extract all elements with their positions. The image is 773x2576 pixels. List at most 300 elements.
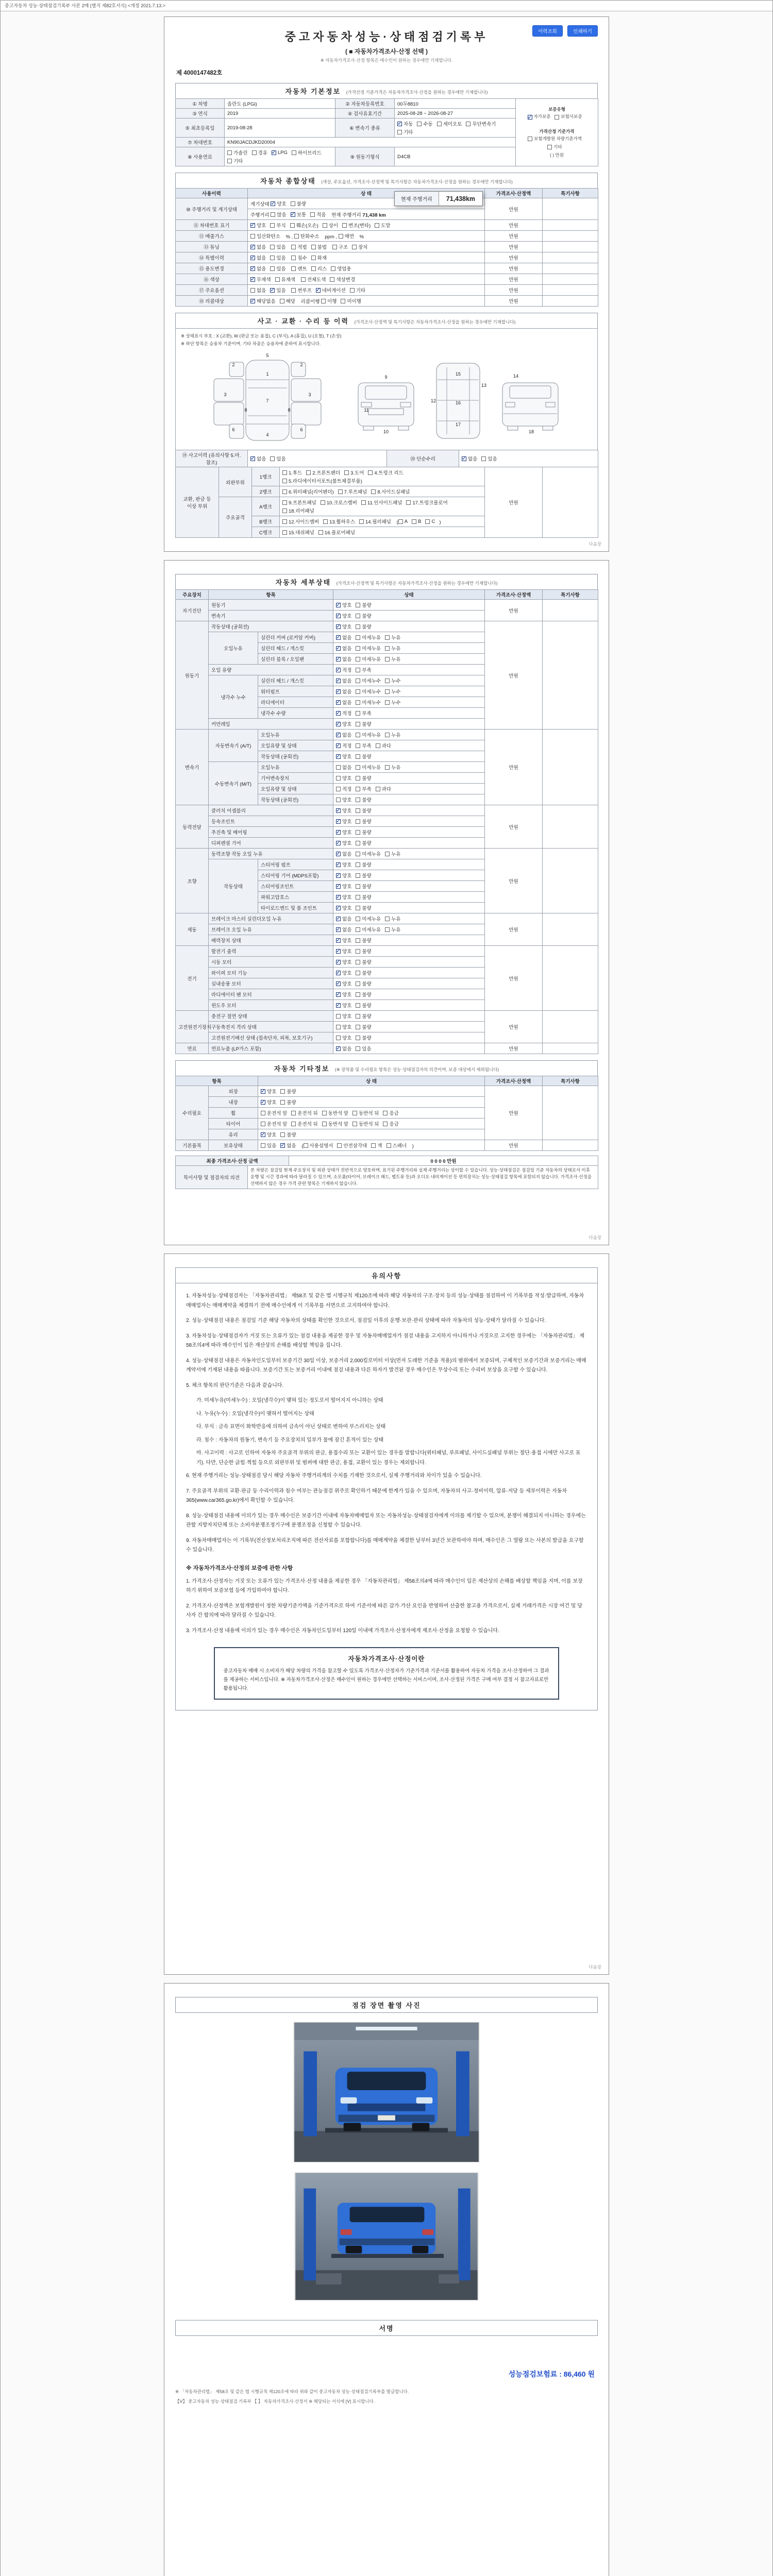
- history-lookup-button[interactable]: 이력조회: [532, 25, 563, 37]
- checkbox-icon: [359, 519, 364, 524]
- model-year-value: [225, 109, 335, 118]
- checkbox-option: [356, 612, 371, 619]
- checkbox-label: 탄화수소: [300, 234, 320, 240]
- cell: [333, 881, 485, 892]
- checkbox-option: [356, 742, 371, 749]
- checkbox-option: [385, 926, 400, 933]
- cell: [333, 751, 485, 762]
- checkbox-option: [282, 499, 316, 506]
- price-cell: 만원: [509, 1025, 518, 1030]
- checkbox-icon: [282, 479, 287, 483]
- price-cell: [485, 252, 543, 263]
- checkbox-label: 불법: [317, 245, 327, 250]
- cell: [280, 527, 485, 538]
- cell: [333, 838, 485, 849]
- checkbox-icon: [385, 635, 390, 640]
- text: 디퍼렌셜 기어: [211, 841, 241, 846]
- price-cell: 만원: [509, 266, 518, 272]
- cell: [209, 1032, 333, 1043]
- checkbox-option: [270, 222, 285, 229]
- checkbox-option: [291, 243, 307, 250]
- cell: [333, 816, 485, 827]
- checkbox-label: 무채색: [257, 277, 271, 283]
- text: (: [395, 519, 398, 526]
- checkbox-icon: [270, 456, 275, 461]
- note-cell: [543, 274, 598, 285]
- cell: [176, 285, 248, 296]
- checkbox-icon: [356, 938, 360, 943]
- text: 계기상태: [250, 201, 271, 208]
- checkbox-checked-icon: [336, 884, 341, 889]
- cell: [258, 740, 333, 751]
- checkbox-label: 불량: [362, 1025, 372, 1030]
- checkbox-icon: [321, 500, 325, 505]
- checkbox-option: [227, 149, 248, 156]
- checkbox-label: 리스: [317, 266, 327, 272]
- section-misc-title: 자동차 기타정보: [274, 1065, 330, 1073]
- checkbox-icon: [385, 852, 390, 856]
- checkbox-label: 장치: [358, 245, 368, 250]
- checkbox-option: [356, 623, 371, 630]
- checkbox-label: 수동: [423, 122, 433, 127]
- checkbox-label: 18.리어패널: [289, 509, 314, 514]
- checkbox-option: [356, 753, 371, 760]
- text: 자기진단: [182, 608, 201, 614]
- checkbox-icon: [385, 646, 390, 651]
- checkbox-checked-icon: [336, 679, 341, 683]
- price-cell: [485, 285, 543, 296]
- cell: [333, 946, 485, 957]
- cell: [333, 762, 485, 773]
- checkbox-icon: [356, 884, 360, 889]
- checkbox-option: [356, 601, 371, 608]
- checkbox-option: [336, 937, 351, 944]
- checkbox-option: [356, 1034, 371, 1041]
- checkbox-checked-icon: [336, 657, 341, 662]
- notice-item: 1. 가격조사·산정자는 거짓 또는 오류가 있는 가격조사·산정 내용을 제공한 경우 「자동차관리법」 제58조의4에 따라 매수인이 입은 재산상의 손해를 배상할 책임을 지며, 이를 보장하기 위하여 보증보험 등에 가입하여야 합니다.: [186, 1578, 583, 1594]
- checkbox-checked-icon: [336, 808, 341, 813]
- checkbox-label: 없음: [257, 256, 266, 261]
- text: 주행거리: [250, 212, 271, 218]
- checkbox-label: 기타: [356, 288, 366, 294]
- checkbox-option: [383, 1109, 398, 1116]
- checkbox-icon: [301, 277, 306, 282]
- cell: [333, 859, 485, 870]
- text: 주요장치: [182, 592, 201, 598]
- checkbox-label: 4.트렁크 리드: [374, 470, 404, 476]
- checkbox-option: [291, 211, 306, 218]
- checkbox-label: 양호: [342, 722, 352, 727]
- text: 특이사항 및 점검자의 의견: [183, 1175, 240, 1181]
- price-cell: [485, 913, 543, 946]
- checkbox-option: [336, 764, 351, 771]
- cell: [258, 686, 333, 697]
- checkbox-option: [336, 850, 351, 857]
- diagram-part-number: 17: [455, 422, 461, 427]
- checkbox-icon: [282, 489, 287, 494]
- checkbox-option: [250, 222, 266, 229]
- checkbox-icon: [336, 765, 341, 770]
- checkbox-icon: [437, 122, 442, 126]
- text: ppm ,: [323, 234, 339, 240]
- checkbox-icon: [385, 679, 390, 683]
- cell: [333, 913, 485, 924]
- checkbox-label: 적정: [342, 711, 352, 717]
- cell: [176, 109, 225, 118]
- text: 클러치 어셈블리: [211, 808, 246, 814]
- checkbox-checked-icon: [261, 1100, 265, 1105]
- cell: [176, 1011, 212, 1043]
- checkbox-option: [481, 455, 497, 462]
- checkbox-icon: [547, 145, 552, 149]
- checkbox-label: 구조: [338, 245, 348, 250]
- checkbox-option: [336, 861, 351, 868]
- checkbox-icon: [337, 1143, 342, 1148]
- text: 항목: [266, 592, 276, 598]
- price-cell: [485, 220, 543, 231]
- cell: [258, 903, 333, 913]
- cell: [333, 870, 485, 881]
- checkbox-option: [356, 807, 371, 814]
- overall-condition-table: [175, 188, 598, 307]
- checkbox-label: 동반석 뒤: [359, 1111, 379, 1116]
- diagram-part-number: 1: [266, 371, 269, 377]
- checkbox-icon: [310, 212, 315, 217]
- checkbox-option: [227, 157, 243, 164]
- note-cell: [543, 242, 598, 252]
- checkbox-option: [385, 764, 400, 771]
- checkbox-option: [290, 222, 318, 229]
- cell: [258, 675, 333, 686]
- price-cell: 만원: [509, 765, 518, 771]
- basic-info-table: [175, 98, 598, 166]
- cell: [258, 1076, 485, 1086]
- checkbox-label: 보험개발원 차량기준가액: [534, 136, 582, 142]
- checkbox-icon: [352, 1122, 357, 1126]
- price-cell: 만원: [509, 207, 518, 213]
- checkbox-option: [321, 499, 357, 506]
- checkbox-checked-icon: [336, 841, 341, 845]
- text: 고전원전기장치: [178, 1025, 212, 1030]
- checkbox-option: [356, 655, 381, 663]
- checkbox-label: 양호: [342, 960, 352, 965]
- checkbox-option: [336, 872, 351, 879]
- checkbox-icon: [282, 500, 287, 505]
- checkbox-label: 해당: [285, 299, 296, 304]
- text: ): [439, 519, 441, 526]
- checkbox-label: 부족: [362, 743, 372, 749]
- checkbox-checked-icon: [336, 981, 341, 986]
- checkbox-label: 양호: [342, 1036, 352, 1041]
- checkbox-checked-icon: [336, 927, 341, 932]
- text: ⑨ 원동기형식: [350, 155, 380, 160]
- text: 가격조사·산정액: [496, 1079, 531, 1084]
- text: ⑥ 변속기 종류: [349, 126, 380, 131]
- checkbox-option: [316, 286, 346, 294]
- checkbox-label: 불량: [362, 906, 372, 911]
- checkbox-checked-icon: [316, 288, 321, 293]
- checkbox-label: 불량: [362, 819, 372, 825]
- document: [164, 16, 609, 2576]
- checkbox-label: 불량: [362, 992, 372, 998]
- checkbox-label: 양호: [342, 873, 352, 879]
- checkbox-icon: [385, 689, 390, 694]
- text: 워터펌프: [261, 689, 280, 695]
- page-3: [164, 1253, 609, 1975]
- checkbox-option: [336, 645, 351, 652]
- checkbox-option: [336, 753, 351, 760]
- text: ③ 연식: [192, 111, 208, 117]
- diagram-part-number: 7: [266, 398, 269, 403]
- checkbox-checked-icon: [336, 938, 341, 943]
- checkbox-label: 없음: [342, 852, 352, 857]
- cell: [333, 621, 485, 632]
- checkbox-icon: [311, 245, 316, 249]
- checkbox-label: 누유: [391, 657, 401, 663]
- checkbox-option: [294, 232, 320, 240]
- checkbox-option: [336, 839, 351, 846]
- page-4: [164, 1983, 609, 2576]
- checkbox-icon: [291, 1111, 296, 1115]
- mileage-tooltip-label: 현재 주행거리: [395, 192, 439, 206]
- text: ⑰ 주요옵션: [199, 288, 224, 294]
- checkbox-option: [462, 455, 477, 462]
- checkbox-option: [322, 1109, 348, 1116]
- checkbox-label: 자동: [404, 122, 413, 127]
- checkbox-option: [356, 709, 371, 717]
- cell: [176, 189, 248, 198]
- text: C랭크: [259, 530, 273, 536]
- text: 주요골격: [226, 515, 245, 521]
- checkbox-label: 누유: [391, 646, 401, 652]
- text: 브레이크 오일 누유: [211, 927, 252, 933]
- text: 상 태: [366, 1079, 377, 1084]
- checkbox-icon: [282, 519, 287, 524]
- checkbox-option: [336, 980, 351, 987]
- checkbox-option: [291, 254, 307, 261]
- cell: [252, 486, 280, 497]
- checkbox-checked-icon: [336, 873, 341, 878]
- checkbox-label: 없음: [257, 266, 266, 272]
- checkbox-icon: [322, 1111, 327, 1115]
- diagram-part-number: 15: [455, 371, 461, 377]
- price-cell: [485, 621, 543, 730]
- text: 원동기: [184, 673, 199, 679]
- checkbox-label: 15.대쉬패널: [289, 530, 314, 536]
- cell: [333, 827, 485, 838]
- text: 휠: [230, 1111, 236, 1116]
- cell: [176, 849, 209, 913]
- checkbox-option: [375, 222, 390, 229]
- checkbox-icon: [352, 1111, 357, 1115]
- checkbox-checked-icon: [250, 266, 255, 271]
- checkbox-checked-icon: [336, 917, 341, 921]
- cell: [280, 467, 485, 486]
- checkbox-icon: [336, 798, 341, 802]
- text: 등속조인트: [211, 819, 235, 825]
- text: 상태: [404, 592, 414, 598]
- notice-item: 나. 누유(누수) : 오일(냉각수)이 맺혀서 떨어지는 상태: [196, 1411, 314, 1417]
- checkbox-label: 미세누유: [362, 657, 381, 663]
- cell: [176, 1156, 289, 1166]
- cell: [280, 497, 485, 516]
- checkbox-option: [528, 113, 551, 120]
- checkbox-label: 불량: [362, 1014, 372, 1020]
- checkbox-checked-icon: [250, 223, 255, 228]
- checkbox-checked-icon: [336, 971, 341, 975]
- checkbox-icon: [376, 743, 380, 748]
- checkbox-icon: [356, 668, 360, 672]
- checkbox-icon: [371, 1143, 376, 1148]
- checkbox-option: [356, 969, 371, 976]
- text: 제동: [187, 927, 197, 933]
- checkbox-icon: [323, 223, 327, 228]
- checkbox-option: [371, 488, 410, 495]
- checkbox-option: [341, 297, 361, 304]
- checkbox-label: 과다: [381, 787, 392, 792]
- checkbox-option: [356, 688, 381, 695]
- engine-type-value: [395, 147, 516, 166]
- checkbox-label: 미세누수: [362, 689, 381, 695]
- cell: [333, 892, 485, 903]
- checkbox-checked-icon: [336, 624, 341, 629]
- checkbox-label: 양호: [342, 884, 352, 890]
- checkbox-label: 양호: [342, 624, 352, 630]
- cell: [176, 946, 209, 1011]
- inspection-photo-rear: [295, 2173, 478, 2300]
- checkbox-icon: [356, 992, 360, 997]
- note-cell: [543, 805, 598, 849]
- checkbox-icon: [339, 234, 343, 239]
- text: 연료누출 (LP가스 포함): [211, 1046, 261, 1052]
- checkbox-icon: [356, 895, 360, 900]
- checkbox-icon: [356, 798, 360, 802]
- cell: [176, 1076, 258, 1086]
- text: 실내송풍 모터: [211, 981, 241, 987]
- checkbox-option: [371, 1142, 382, 1149]
- cell: [258, 762, 333, 773]
- checkbox-icon: [383, 1122, 388, 1126]
- cell: [209, 1000, 333, 1011]
- checkbox-icon: [344, 470, 349, 475]
- checkbox-checked-icon: [336, 614, 341, 618]
- checkbox-option: [336, 828, 351, 836]
- section-misc-header: [175, 1060, 598, 1076]
- cell: [209, 978, 333, 989]
- price-cell: [485, 1140, 543, 1151]
- checkbox-icon: [250, 234, 255, 239]
- checkbox-label: 없음: [257, 288, 266, 294]
- cell: [333, 957, 485, 968]
- cell: [176, 147, 225, 166]
- checkbox-label: 누유: [391, 635, 401, 641]
- checkbox-label: 불량: [362, 754, 372, 760]
- checkbox-option: [270, 455, 285, 462]
- checkbox-label: 불량: [362, 895, 372, 901]
- cell: [248, 220, 485, 231]
- next-page-hint: 다음장: [589, 1235, 601, 1240]
- inspection-validity-value: 2025-08-28 ~ 2026-08-27: [397, 110, 453, 116]
- signature-title: 서명: [379, 2325, 394, 2332]
- cell: [258, 859, 333, 870]
- checkbox-option: [250, 276, 271, 283]
- checkbox-icon: [356, 646, 360, 651]
- notice-item: 3. 가격조사·산정 내용에 이의가 있는 경우 매수인은 자동차인도일부터 120일 이내에 가격조사·산정자에게 재조사·산정을 요청할 수 있습니다.: [186, 1628, 499, 1634]
- checkbox-label: 부족: [362, 787, 372, 792]
- damage-code-legend: ※ 상태표시 부호 : X (교환), W (판금 또는 용접), C (부식), A (흠집), U (요철), T (손상): [181, 333, 342, 338]
- header-buttons: [530, 25, 598, 37]
- accident-status: [175, 450, 598, 467]
- cell: [209, 968, 333, 978]
- cell: [209, 1086, 258, 1097]
- checkbox-checked-icon: [261, 1089, 265, 1094]
- diagram-part-number: 5: [266, 353, 269, 358]
- checkbox-label: A: [404, 518, 408, 524]
- checkbox-label: 없음: [342, 927, 352, 933]
- footer-line-2: 【Ⅴ】 중고자동차 성능·상태점검 기록부 【 】 자동차가격조사·산정서 ※ 해당되는 서식에 [Ⅴ] 표시합니다.: [175, 2398, 375, 2404]
- cell: [333, 643, 485, 654]
- text: 작동상태 (공회전): [261, 798, 299, 803]
- checkbox-option: [356, 883, 371, 890]
- checkbox-icon: [318, 530, 323, 535]
- checkbox-icon: [282, 470, 287, 475]
- inspector-opinion-text: [248, 1166, 598, 1189]
- checkbox-option: [356, 818, 371, 825]
- cell: [333, 805, 485, 816]
- diagram-part-number: 4: [266, 432, 269, 437]
- checkbox-option: [337, 1142, 367, 1149]
- cell: [333, 968, 485, 978]
- checkbox-label: 상이: [328, 223, 339, 229]
- cell: [333, 1011, 485, 1022]
- checkbox-option: [271, 200, 286, 207]
- checkbox-icon: [352, 245, 357, 249]
- checkbox-option: [356, 1023, 371, 1030]
- cell: [176, 1140, 209, 1151]
- checkbox-label: 미세누유: [362, 646, 381, 652]
- checkbox-option: [311, 254, 327, 261]
- checkbox-option: [356, 1002, 371, 1009]
- cell: [485, 590, 543, 600]
- checkbox-label: 13.휠하우스: [329, 519, 356, 525]
- checkbox-option: [336, 699, 351, 706]
- checkbox-label: 부식: [276, 223, 286, 229]
- notice-sub-items: [186, 1577, 587, 1636]
- checkbox-option: [383, 1120, 398, 1127]
- checkbox-label: 양호: [342, 830, 352, 836]
- checkbox-option: [356, 796, 371, 803]
- notice-item: 7. 주요골격 부위의 교환·판금 등 수리이력과 침수 여부는 관능점검 위주로 확인하기 때문에 한계가 있을 수 있으며, 자동차의 사고·정비이력, 압류·저당 등 세부이력은 자동차365(www.car365.go.kr)에서 확인할 수 있습니다.: [186, 1488, 567, 1503]
- text: 상 태: [361, 191, 372, 197]
- warranty-and-price-basis-cell: [516, 99, 598, 166]
- checkbox-label: 해당없음: [257, 299, 276, 304]
- checkbox-label: 유채색: [281, 277, 296, 283]
- checkbox-icon: [356, 754, 360, 759]
- text: A랭크: [259, 504, 272, 510]
- checkbox-option: [356, 1012, 371, 1020]
- checkbox-checked-icon: [336, 1003, 341, 1008]
- print-button[interactable]: 인쇄하기: [567, 25, 598, 37]
- checkbox-label: 없음: [342, 765, 352, 771]
- checkbox-option: [342, 222, 371, 229]
- premium-label: 성능점검보험료 :: [508, 2370, 564, 2378]
- text: 사용이력: [202, 191, 221, 197]
- checkbox-checked-icon: [250, 245, 255, 249]
- cell: [248, 242, 485, 252]
- checkbox-option: [356, 785, 371, 792]
- note-cell: [543, 600, 598, 621]
- text: 자동변속기 (A/T): [215, 743, 251, 749]
